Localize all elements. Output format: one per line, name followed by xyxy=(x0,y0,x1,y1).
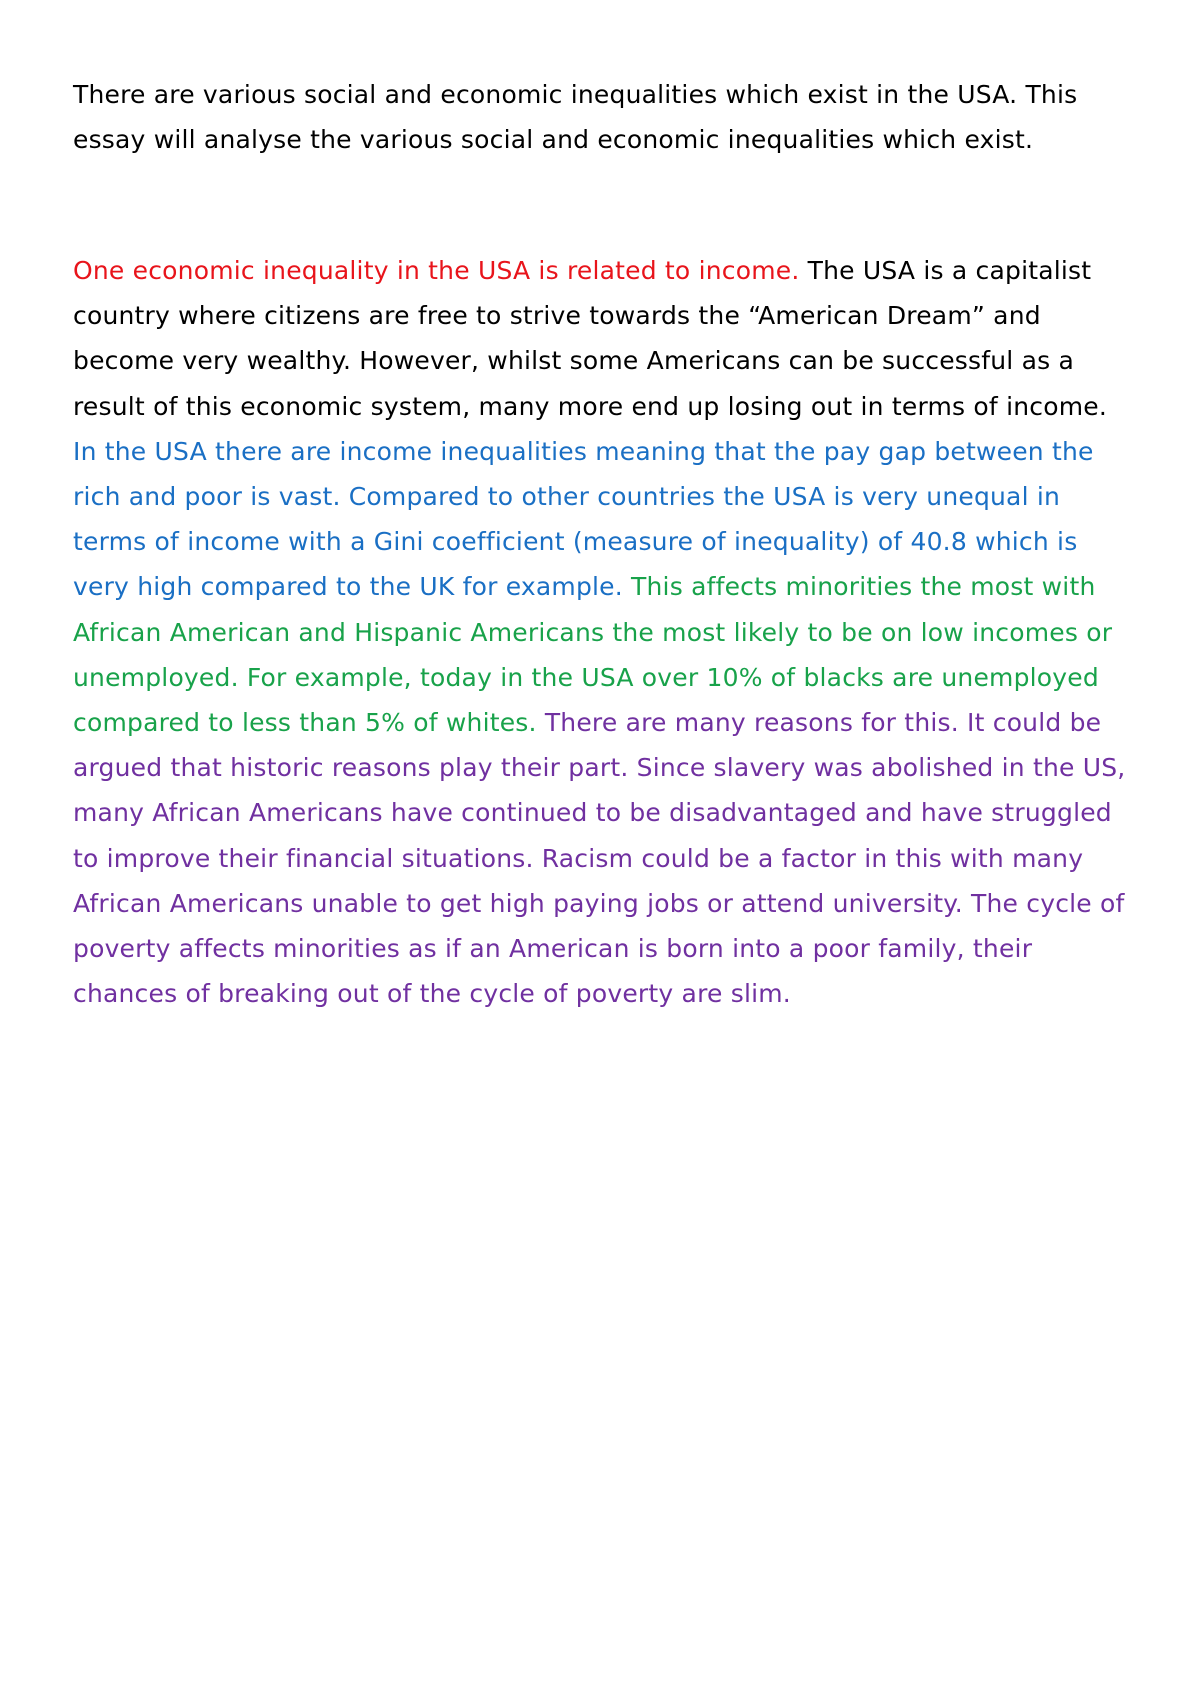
evidence-text: In the USA there are income inequalities meaning that the pay gap between the rich and poor is vast. Compared to other countries the USA is very unequal in terms of income with a Gini coefficient (measure of inequality) of 40.8 which is very high compared to the UK for example. xyxy=(73,436,1094,602)
income-inequality-paragraph xyxy=(73,248,1133,1016)
topic-sentence: One economic inequality in the USA is related to income. xyxy=(73,256,800,285)
analysis-text: There are many reasons for this. It could be argued that historic reasons play their part. Since slavery was abolished in the US, many African Americans have continued to be disadvantaged and have struggled to improve their financial situations. Racism could be a factor in this with many African Americans unable to get high paying jobs or attend university. The cycle of poverty affects minorities as if an American is born into a poor family, their chances of breaking out of the cycle of poverty are slim. xyxy=(73,708,1126,1009)
intro-paragraph: There are various social and economic inequalities which exist in the USA. This essay will analyse the various social and economic inequalities which exist. xyxy=(73,80,1078,155)
minorities-evidence-text: This affects minorities the most with African American and Hispanic Americans the most likely to be on low incomes or unemployed. For example, today in the USA over 10% of blacks are unemployed compared to less than 5% of whites. xyxy=(73,572,1113,738)
explanation-text: The USA is a capitalist country where citizens are free to strive towards the “American Dream” and become very wealthy. However, whilst some Americans can be successful as a result of this economic system, many more end up losing out in terms of income. xyxy=(73,256,1107,421)
